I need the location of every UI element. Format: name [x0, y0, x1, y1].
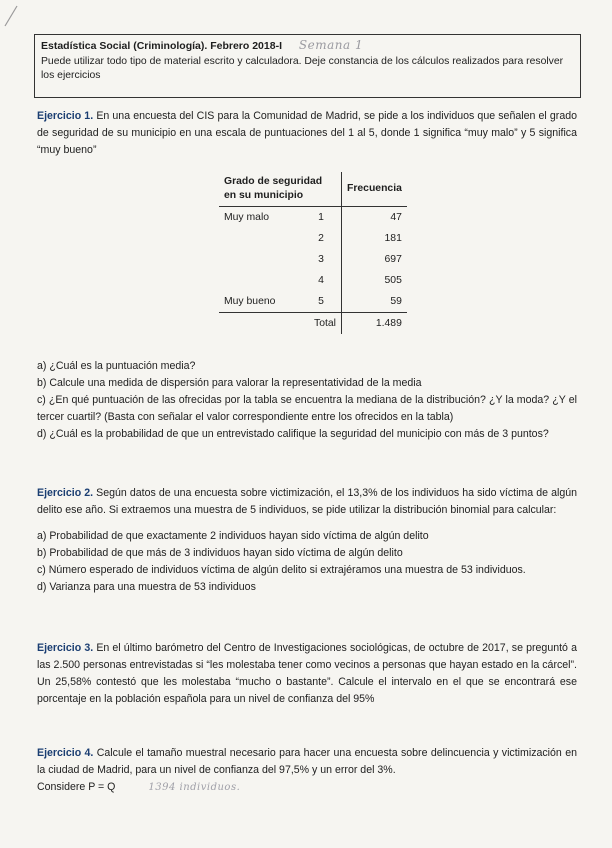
- row-frequency: 59: [342, 291, 407, 313]
- exercise-1-statement: En una encuesta del CIS para la Comunidad de Madrid, se pide a los individuos que señalen el grado de seguridad de su municipio en una escala de puntuaciones del 1 al 5, donde 1 significa “muy malo” y 5 significa “muy bueno”: [37, 110, 577, 156]
- row-label: Muy malo: [224, 212, 270, 223]
- row-label: [219, 228, 301, 249]
- exam-instructions: Puede utilizar todo tipo de material escrito y calculadora. Deje constancia de los cálculos realizados para resolver los ejercicios: [41, 56, 564, 81]
- exercise-4-intro: [37, 745, 577, 779]
- exercise-1: [37, 108, 577, 159]
- exercise-2-label: Ejercicio 2.: [37, 487, 94, 499]
- frequency-table: [219, 172, 407, 334]
- handwritten-answer: 1394 individuos.: [148, 782, 241, 793]
- exercise-3: [37, 640, 577, 708]
- table-row: [219, 291, 407, 313]
- exam-title-text: Estadística Social (Criminología). Febrero 2018-I: [41, 40, 282, 52]
- row-score: 3: [318, 254, 324, 265]
- total-value: 1.489: [342, 313, 407, 335]
- table-header-row: [219, 172, 407, 207]
- table-total-row: [219, 313, 407, 335]
- row-score: 4: [318, 275, 324, 286]
- total-label: Total: [219, 313, 342, 335]
- question-item: c) ¿En qué puntuación de las ofrecidas por la tabla se encuentra la mediana de la distribución? ¿Y la moda? ¿Y el tercer cuartil? (Basta con señalar el valor correspondiente entre los ofrecidos en la tabla): [37, 394, 577, 423]
- row-label: [219, 270, 301, 291]
- exercise-1-intro: [37, 108, 577, 159]
- exercise-3-statement: En el último barómetro del Centro de Investigaciones sociológicas, de octubre de 2017, se preguntó a las 2.500 personas entrevistadas si “les molestaba tener como vecinos a personas que hayan estado en la cárcel”. Un 25,58% contestó que les molestaba “mucho o bastante”. Calcule el intervalo en el que se encontrará ese porcentaje en la población española para un nivel de confianza del 95%: [37, 642, 577, 705]
- question-item: a) ¿Cuál es la puntuación media?: [37, 360, 196, 372]
- row-score: 2: [318, 233, 324, 244]
- row-frequency: 505: [342, 270, 407, 291]
- exercise-4-label: Ejercicio 4.: [37, 747, 94, 759]
- question-item: b) Probabilidad de que más de 3 individuos hayan sido víctima de algún delito: [37, 547, 403, 559]
- exercise-1-questions: [37, 358, 577, 443]
- table-row: [219, 228, 407, 249]
- row-score: 5: [318, 296, 324, 307]
- exercise-4: [37, 745, 577, 796]
- row-frequency: 697: [342, 249, 407, 270]
- col-header-frequency: Frecuencia: [342, 172, 407, 207]
- row-frequency: 181: [342, 228, 407, 249]
- handwritten-week-note: Semana 1: [298, 38, 364, 52]
- table-row: [219, 249, 407, 270]
- row-score: 1: [318, 212, 324, 223]
- table-row: [219, 270, 407, 291]
- question-item: d) Varianza para una muestra de 53 individuos: [37, 581, 256, 593]
- question-item: b) Calcule una medida de dispersión para valorar la representatividad de la media: [37, 377, 422, 389]
- exercise-2-statement: Según datos de una encuesta sobre victimización, el 13,3% de los individuos ha sido víctima de algún delito ese año. Si extraemos una muestra de 5 individuos, se pide utilizar la distribución binomial para calcular:: [37, 487, 577, 516]
- exercise-2-intro: [37, 485, 577, 519]
- exercise-2: [37, 485, 577, 596]
- exam-header-box: [34, 34, 581, 98]
- col-header-security: Grado de seguridad en su municipio: [219, 172, 342, 207]
- exercise-3-label: Ejercicio 3.: [37, 642, 94, 654]
- row-label: [219, 249, 301, 270]
- exam-title: [41, 38, 574, 53]
- exercise-4-consider: [37, 779, 577, 796]
- question-item: c) Número esperado de individuos víctima de algún delito si extrajéramos una muestra de 53 individuos.: [37, 564, 526, 576]
- table-row: [219, 207, 407, 229]
- pencil-stroke-mark: [2, 4, 26, 28]
- exercise-4-statement: Calcule el tamaño muestral necesario para hacer una encuesta sobre delincuencia y victimización en la ciudad de Madrid, para un nivel de confianza del 97,5% y un error del 3%.: [37, 747, 577, 776]
- exercise-1-label: Ejercicio 1.: [37, 110, 94, 122]
- question-item: a) Probabilidad de que exactamente 2 individuos hayan sido víctima de algún delito: [37, 530, 429, 542]
- row-label: Muy bueno: [224, 296, 276, 307]
- consider-text: Considere P = Q: [37, 781, 116, 793]
- question-item: d) ¿Cuál es la probabilidad de que un entrevistado califique la seguridad del municipio con más de 3 puntos?: [37, 428, 549, 440]
- exercise-3-intro: [37, 640, 577, 708]
- row-frequency: 47: [342, 207, 407, 229]
